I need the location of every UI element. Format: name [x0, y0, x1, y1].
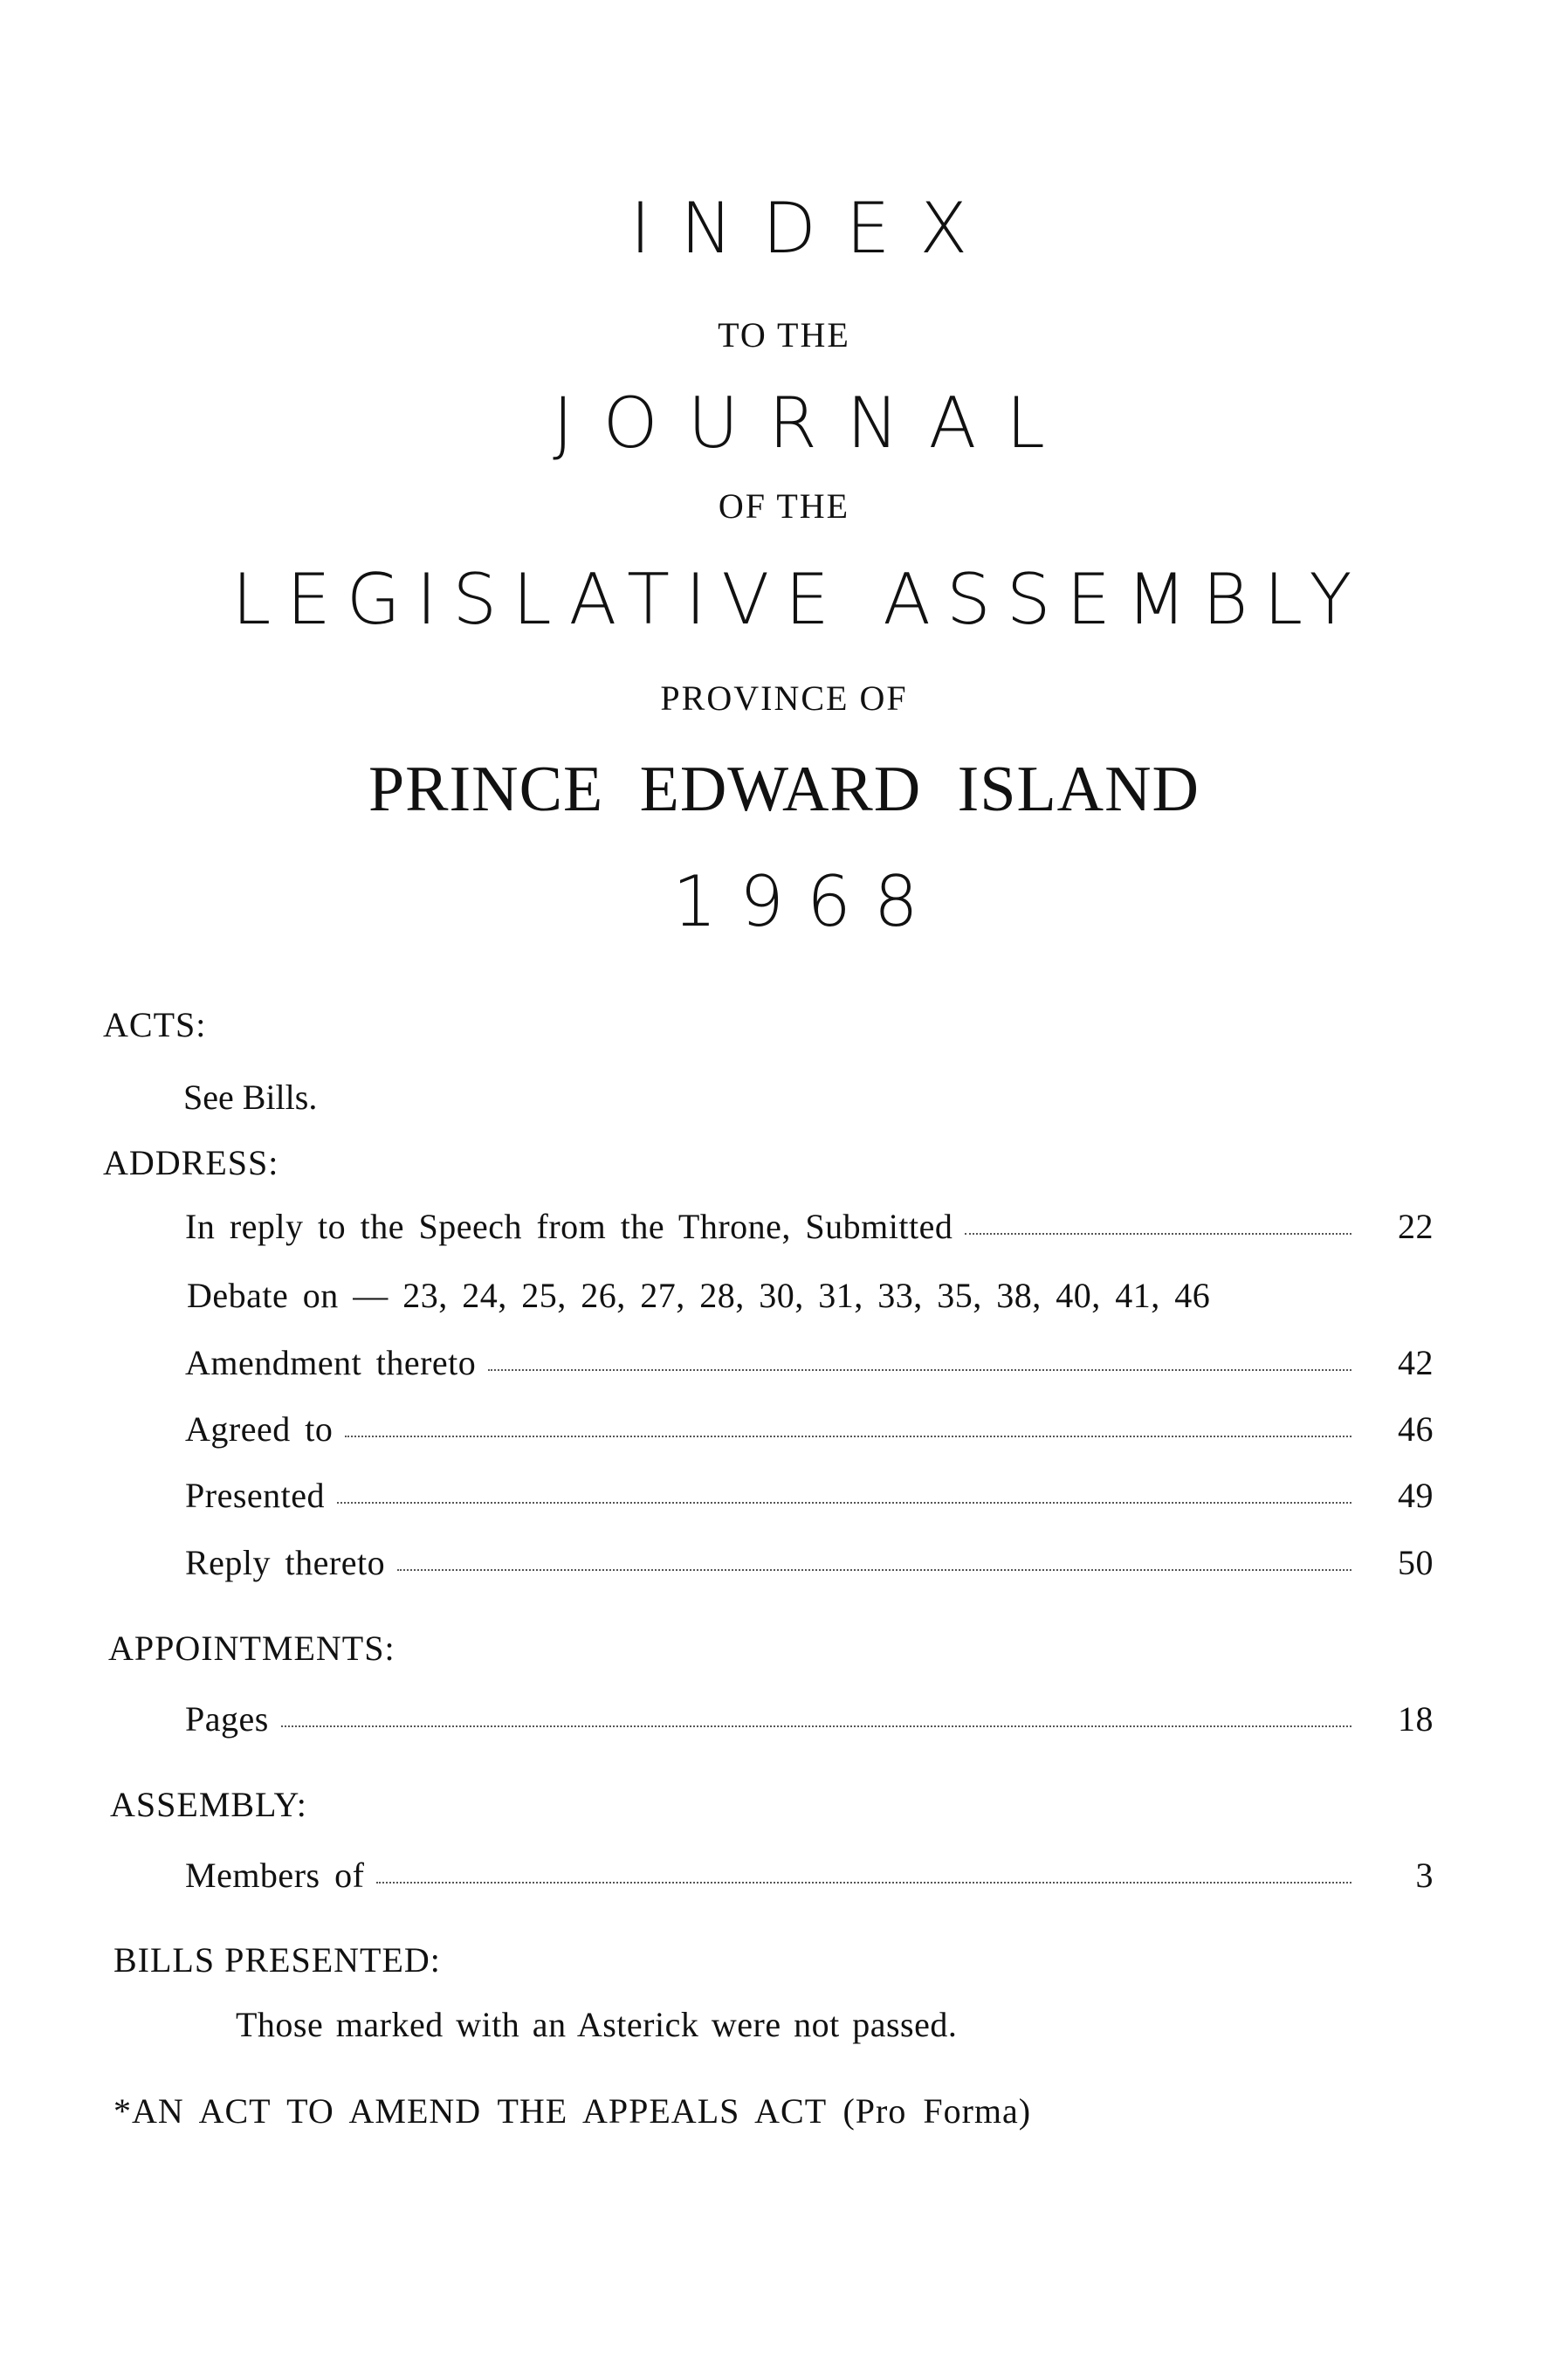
- section-heading-address: ADDRESS:: [103, 1143, 279, 1182]
- to-the-line: TO THE: [718, 315, 850, 355]
- dot-leader: [397, 1569, 1351, 1571]
- index-entry: [185, 1206, 1434, 1250]
- dot-leader: [488, 1369, 1351, 1371]
- entry-label: In reply to the Speech from the Throne, Submitted: [185, 1207, 953, 1246]
- dot-leader: [337, 1502, 1351, 1504]
- index-entry: [185, 1855, 1434, 1898]
- index-entry: [185, 1698, 1434, 1742]
- entry-page: 22: [1398, 1207, 1434, 1246]
- entry-page: 18: [1398, 1699, 1434, 1739]
- entry-page: 49: [1398, 1476, 1434, 1515]
- index-entry: [185, 1408, 1434, 1452]
- entry-page: 42: [1398, 1343, 1434, 1382]
- of-the-line: OF THE: [718, 486, 850, 526]
- index-title: INDEX: [629, 188, 998, 269]
- entry-label: Members of: [185, 1856, 365, 1895]
- index-entry: [185, 1475, 1434, 1519]
- section-heading-appointments: APPOINTMENTS:: [108, 1629, 395, 1668]
- bill-entry: *AN ACT TO AMEND THE APPEALS ACT (Pro Forma): [113, 2091, 1032, 2131]
- acts-see-bills-note: See Bills.: [183, 1078, 318, 1117]
- index-entry: [185, 1342, 1434, 1386]
- entry-label: Presented: [185, 1476, 326, 1515]
- dot-leader: [345, 1436, 1351, 1437]
- legislative-assembly-title: LEGISLATIVE ASSEMBLY: [231, 559, 1368, 640]
- province-name: PRINCE EDWARD ISLAND: [368, 754, 1200, 825]
- dot-leader: [965, 1233, 1351, 1235]
- index-entry: [185, 1542, 1434, 1586]
- journal-title: JOURNAL: [553, 382, 1075, 464]
- entry-page: 3: [1415, 1856, 1434, 1895]
- year: 1968: [672, 861, 941, 942]
- entry-label: Agreed to: [185, 1409, 334, 1449]
- section-heading-acts: ACTS:: [103, 1005, 207, 1044]
- entry-label: Pages: [185, 1699, 269, 1739]
- dot-leader: [281, 1725, 1351, 1727]
- entry-page: 50: [1398, 1543, 1434, 1582]
- entry-label: Amendment thereto: [185, 1343, 477, 1382]
- section-heading-bills-presented: BILLS PRESENTED:: [113, 1940, 441, 1980]
- dot-leader: [376, 1882, 1351, 1884]
- debate-pages-entry: Debate on — 23, 24, 25, 26, 27, 28, 30, 31, 33, 35, 38, 40, 41, 46: [187, 1276, 1211, 1315]
- bills-asterisk-note: Those marked with an Asterick were not passed.: [236, 2005, 958, 2044]
- province-of-line: PROVINCE OF: [660, 678, 908, 718]
- section-heading-assembly: ASSEMBLY:: [110, 1785, 307, 1824]
- entry-label: Reply thereto: [185, 1543, 386, 1582]
- entry-page: 46: [1398, 1409, 1434, 1449]
